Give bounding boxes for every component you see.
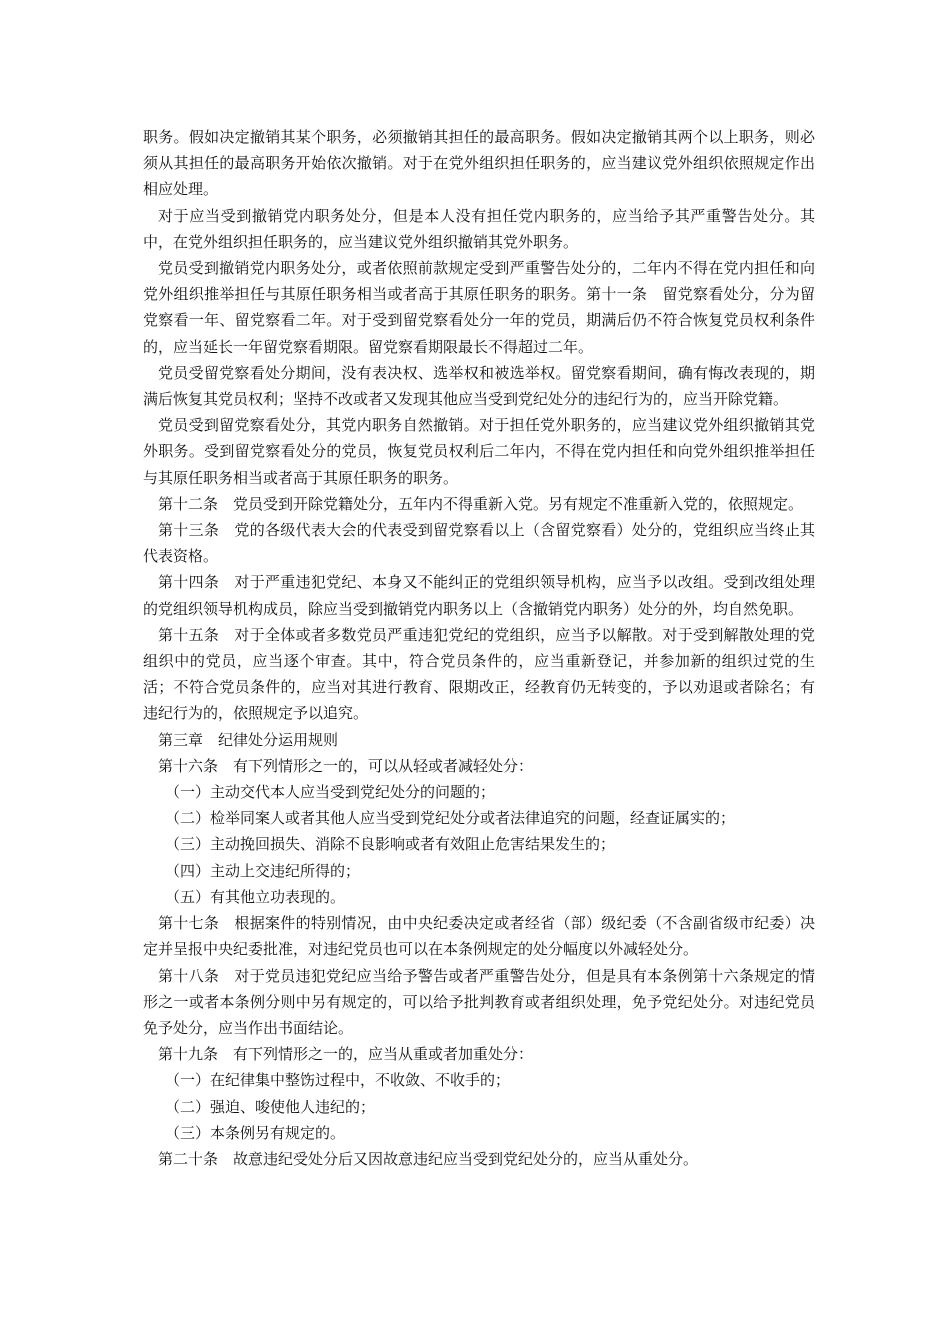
paragraph: 第十五条 对于全体或者多数党员严重违犯党纪的党组织，应当予以解散。对于受到解散处理的党组织中的党员，应当逐个审查。其中，符合党员条件的，应当重新登记，并参加新的组织过党的生活；不符合党员条件的，应当对其进行教育、限期改正，经教育仍无转变的，予以劝退或者除名；有违纪行为的，依照规定予以追究。 [143, 625, 815, 723]
list-item: （三）本条例另有规定的。 [165, 1123, 346, 1142]
paragraph: 第十九条 有下列情形之一的，应当从重或者加重处分： [158, 1045, 534, 1064]
list-item: （五）有其他立功表现的。 [165, 887, 346, 906]
paragraph: 对于应当受到撤销党内职务处分，但是本人没有担任党内职务的，应当给予其严重警告处分。其中，在党外组织担任职务的，应当建议党外组织撤销其党外职务。 [143, 206, 815, 251]
list-item: （二）检举同案人或者其他人应当受到党纪处分或者法律追究的问题，经查证属实的； [165, 809, 736, 828]
list-item: （四）主动上交违纪所得的； [165, 861, 361, 880]
paragraph: 第十七条 根据案件的特别情况，由中央纪委决定或者经省（部）级纪委（不含副省级市纪委）决定并呈报中央纪委批准，对违纪党员也可以在本条例规定的处分幅度以外减轻处分。 [143, 914, 815, 959]
paragraph: 第十六条 有下列情形之一的，可以从轻或者减轻处分： [158, 756, 534, 775]
paragraph: 职务。假如决定撤销其某个职务，必须撤销其担任的最高职务。假如决定撤销其两个以上职务，则必须从其担任的最高职务开始依次撤销。对于在党外组织担任职务的，应当建议党外组织依照规定作出相应处理。 [143, 128, 815, 199]
paragraph: 党员受留党察看处分期间，没有表决权、选举权和被选举权。留党察看期间，确有悔改表现的，期满后恢复其党员权利；坚持不改或者又发现其他应当受到党纪处分的违纪行为的，应当开除党籍。 [143, 363, 815, 409]
list-item: （二）强迫、唆使他人违纪的； [165, 1097, 376, 1116]
paragraph: 第二十条 故意违纪受处分后又因故意违纪应当受到党纪处分的，应当从重处分。 [158, 1149, 699, 1168]
paragraph: 党员受到留党察看处分，其党内职务自然撤销。对于担任党外职务的，应当建议党外组织撤销其党外职务。受到留党察看处分的党员，恢复党员权利后二年内，不得在党内担任和向党外组织推举担任与其原任职务相当或者高于其原任职务的职务。 [143, 416, 815, 487]
paragraph: 第十三条 党的各级代表大会的代表受到留党察看以上（含留党察看）处分的，党组织应当终止其代表资格。 [143, 521, 815, 566]
paragraph: 第十四条 对于严重违犯党纪、本身又不能纠正的党组织领导机构，应当予以改组。受到改组处理的党组织领导机构成员，除应当受到撤销党内职务以上（含撤销党内职务）处分的外，均自然免职。 [143, 573, 815, 618]
paragraph: 第十八条 对于党员违犯党纪应当给予警告或者严重警告处分，但是具有本条例第十六条规定的情形之一或者本条例分则中另有规定的，可以给予批判教育或者组织处理，免予党纪处分。对违纪党员免予处分，应当作出书面结论。 [143, 966, 815, 1037]
paragraph: 第十二条 党员受到开除党籍处分，五年内不得重新入党。另有规定不准重新入党的，依照规定。 [158, 494, 804, 513]
list-item: （一）在纪律集中整饬过程中，不收敛、不收手的； [165, 1071, 511, 1090]
paragraph: 党员受到撤销党内职务处分，或者依照前款规定受到严重警告处分的，二年内不得在党内担任和向党外组织推举担任与其原任职务相当或者高于其原任职务的职务。第十一条 留党察看处分，分为留党察看一年、留党察看二年。对于受到留党察看处分一年的党员，期满后仍不符合恢复党员权利条件的，应当延长一年留党察看期限。留党察看期限最长不得超过二年。 [143, 259, 815, 356]
paragraph: 第三章 纪律处分运用规则 [158, 730, 339, 749]
document-body [143, 124, 815, 1172]
list-item: （一）主动交代本人应当受到党纪处分的问题的； [165, 783, 496, 802]
list-item: （三）主动挽回损失、消除不良影响或者有效阻止危害结果发生的； [165, 835, 616, 854]
